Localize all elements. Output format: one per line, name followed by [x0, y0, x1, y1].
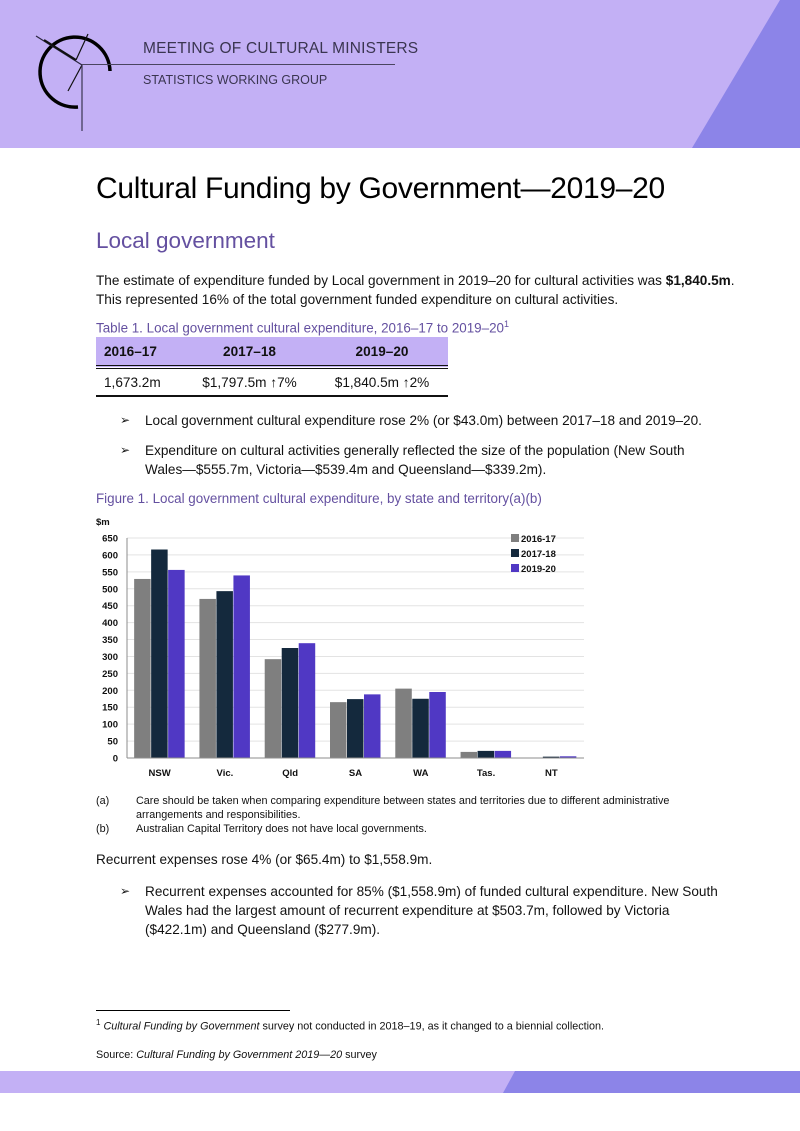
bullet-text: Recurrent expenses accounted for 85% ($1,558.9m) of funded cultural expenditure. New South Wales had the largest amount of recurrent expenditure at $503.7m, followed by Victoria ($422.1m) and Queensland ($277.9m). [145, 884, 718, 937]
arrow-bullet-icon: ➢ [120, 443, 131, 457]
table-header-cell: 2019–20 [316, 337, 448, 367]
bar-qld-2017-18 [282, 648, 299, 758]
table-header-cell: 2016–17 [96, 337, 183, 367]
bar-nsw-2017-18 [151, 550, 168, 758]
source-text: survey [342, 1049, 377, 1061]
x-tick-label: Tas. [476, 768, 496, 779]
header-banner [0, 0, 800, 148]
bar-vic-2016-17 [199, 599, 216, 758]
note-label: (b) [96, 823, 110, 835]
table-cell: 1,673.2m [96, 367, 183, 396]
x-tick-label: Vic. [216, 768, 234, 779]
note-text: Australian Capital Territory does not have local governments. [136, 823, 427, 835]
footnote-marker: 1 [96, 1018, 101, 1027]
table-header-row [96, 337, 448, 367]
legend-swatch [511, 534, 519, 542]
y-tick-label: 50 [107, 736, 118, 748]
list-item [120, 882, 720, 939]
legend-swatch [511, 549, 519, 557]
mcm-logo-icon [30, 28, 130, 138]
bar-vic-2017-18 [216, 591, 233, 758]
page-title: Cultural Funding by Government—2019–20 [96, 172, 665, 205]
bar-chart [96, 510, 596, 790]
legend-label: 2019-20 [521, 564, 556, 575]
source-title: Cultural Funding by Government 2019—20 [136, 1049, 343, 1061]
intro-total-value: $1,840.5m [665, 273, 731, 288]
bar-wa-2019-20 [429, 692, 446, 758]
y-tick-label: 500 [102, 584, 118, 596]
footnote-italic: Cultural Funding by Government [103, 1020, 260, 1033]
arrow-bullet-icon: ➢ [120, 413, 131, 427]
bar-sa-2016-17 [330, 702, 347, 758]
y-tick-label: 600 [102, 550, 118, 562]
source-line [96, 1049, 377, 1061]
note-item [96, 794, 736, 822]
y-tick-label: 300 [102, 651, 118, 663]
org-subtitle: STATISTICS WORKING GROUP [143, 73, 328, 87]
expenditure-table [96, 337, 448, 397]
chart-notes [96, 794, 736, 836]
x-tick-label: SA [348, 768, 363, 779]
list-item [120, 411, 720, 430]
y-tick-label: 400 [102, 618, 118, 630]
legend-swatch [511, 564, 519, 572]
footnote-text: survey not conducted in 2018–19, as it changed to a biennial collection. [259, 1020, 605, 1033]
y-axis-label: $m [96, 517, 110, 528]
source-label: Source: [96, 1049, 137, 1061]
y-tick-label: 150 [102, 702, 118, 714]
intro-text: The estimate of expenditure funded by Local government in 2019–20 for cultural activities was [96, 273, 666, 288]
x-tick-label: WA [413, 768, 429, 779]
x-tick-label: NSW [148, 768, 171, 779]
note-item [96, 822, 736, 836]
bar-vic-2019-20 [233, 575, 250, 758]
figure-caption: Figure 1. Local government cultural expenditure, by state and territory(a)(b) [96, 491, 542, 506]
y-tick-label: 650 [102, 533, 118, 545]
table-header-cell: 2017–18 [183, 337, 316, 367]
bar-tas-2019-20 [495, 751, 512, 758]
bar-tas-2017-18 [478, 751, 495, 758]
note-label: (a) [96, 795, 110, 807]
list-item [120, 441, 720, 479]
note-text: Care should be taken when comparing expenditure between states and territories due to different administrative arrangements and responsibilities. [136, 795, 670, 821]
table-caption [96, 319, 509, 335]
bar-qld-2016-17 [265, 659, 282, 758]
intro-paragraph [96, 271, 736, 309]
footnote-divider [96, 1010, 290, 1011]
chart-canvas [96, 510, 596, 790]
y-tick-label: 0 [112, 753, 118, 765]
table-row [96, 367, 448, 396]
recurrent-statement: Recurrent expenses rose 4% (or $65.4m) to $1,558.9m. [96, 852, 433, 867]
bar-sa-2019-20 [364, 694, 381, 758]
table-caption-text: Table 1. Local government cultural expenditure, 2016–17 to 2019–20 [96, 320, 504, 336]
legend-label: 2017-18 [521, 549, 556, 560]
bar-tas-2016-17 [461, 752, 478, 758]
bullet-text: Expenditure on cultural activities generally reflected the size of the population (New South Wales—$555.7m, Victoria—$539.4m and Queensland—$339.2m). [145, 443, 685, 477]
y-tick-label: 350 [102, 635, 118, 647]
x-tick-label: NT [545, 768, 558, 779]
footnote [96, 1018, 604, 1033]
section-title: Local government [96, 228, 275, 253]
table-cell: $1,797.5m ↑7% [183, 367, 316, 396]
org-title: MEETING OF CULTURAL MINISTERS [143, 40, 419, 57]
divider [82, 64, 395, 65]
y-tick-label: 550 [102, 567, 118, 579]
y-tick-label: 200 [102, 685, 118, 697]
table-cell: $1,840.5m ↑2% [316, 367, 448, 396]
bullet-text: Local government cultural expenditure rose 2% (or $43.0m) between 2017–18 and 2019–20. [145, 413, 702, 428]
intro-text-end: . This represented 16% of the total government funded expenditure on cultural activities. [96, 273, 735, 307]
x-tick-label: Qld [282, 768, 299, 779]
bar-nsw-2019-20 [168, 570, 185, 758]
y-tick-label: 450 [102, 601, 118, 613]
y-tick-label: 250 [102, 668, 118, 680]
bullet-list-1 [120, 411, 720, 490]
bar-nsw-2016-17 [134, 579, 151, 758]
arrow-bullet-icon: ➢ [120, 884, 131, 898]
y-tick-label: 100 [102, 719, 118, 731]
bar-wa-2017-18 [412, 699, 429, 758]
footer-banner [0, 1071, 800, 1093]
bullet-list-2 [120, 882, 720, 950]
bar-sa-2017-18 [347, 699, 364, 758]
footnote-ref: 1 [503, 319, 509, 329]
bar-qld-2019-20 [299, 643, 316, 758]
bar-wa-2016-17 [395, 689, 412, 758]
legend-label: 2016-17 [521, 534, 556, 545]
